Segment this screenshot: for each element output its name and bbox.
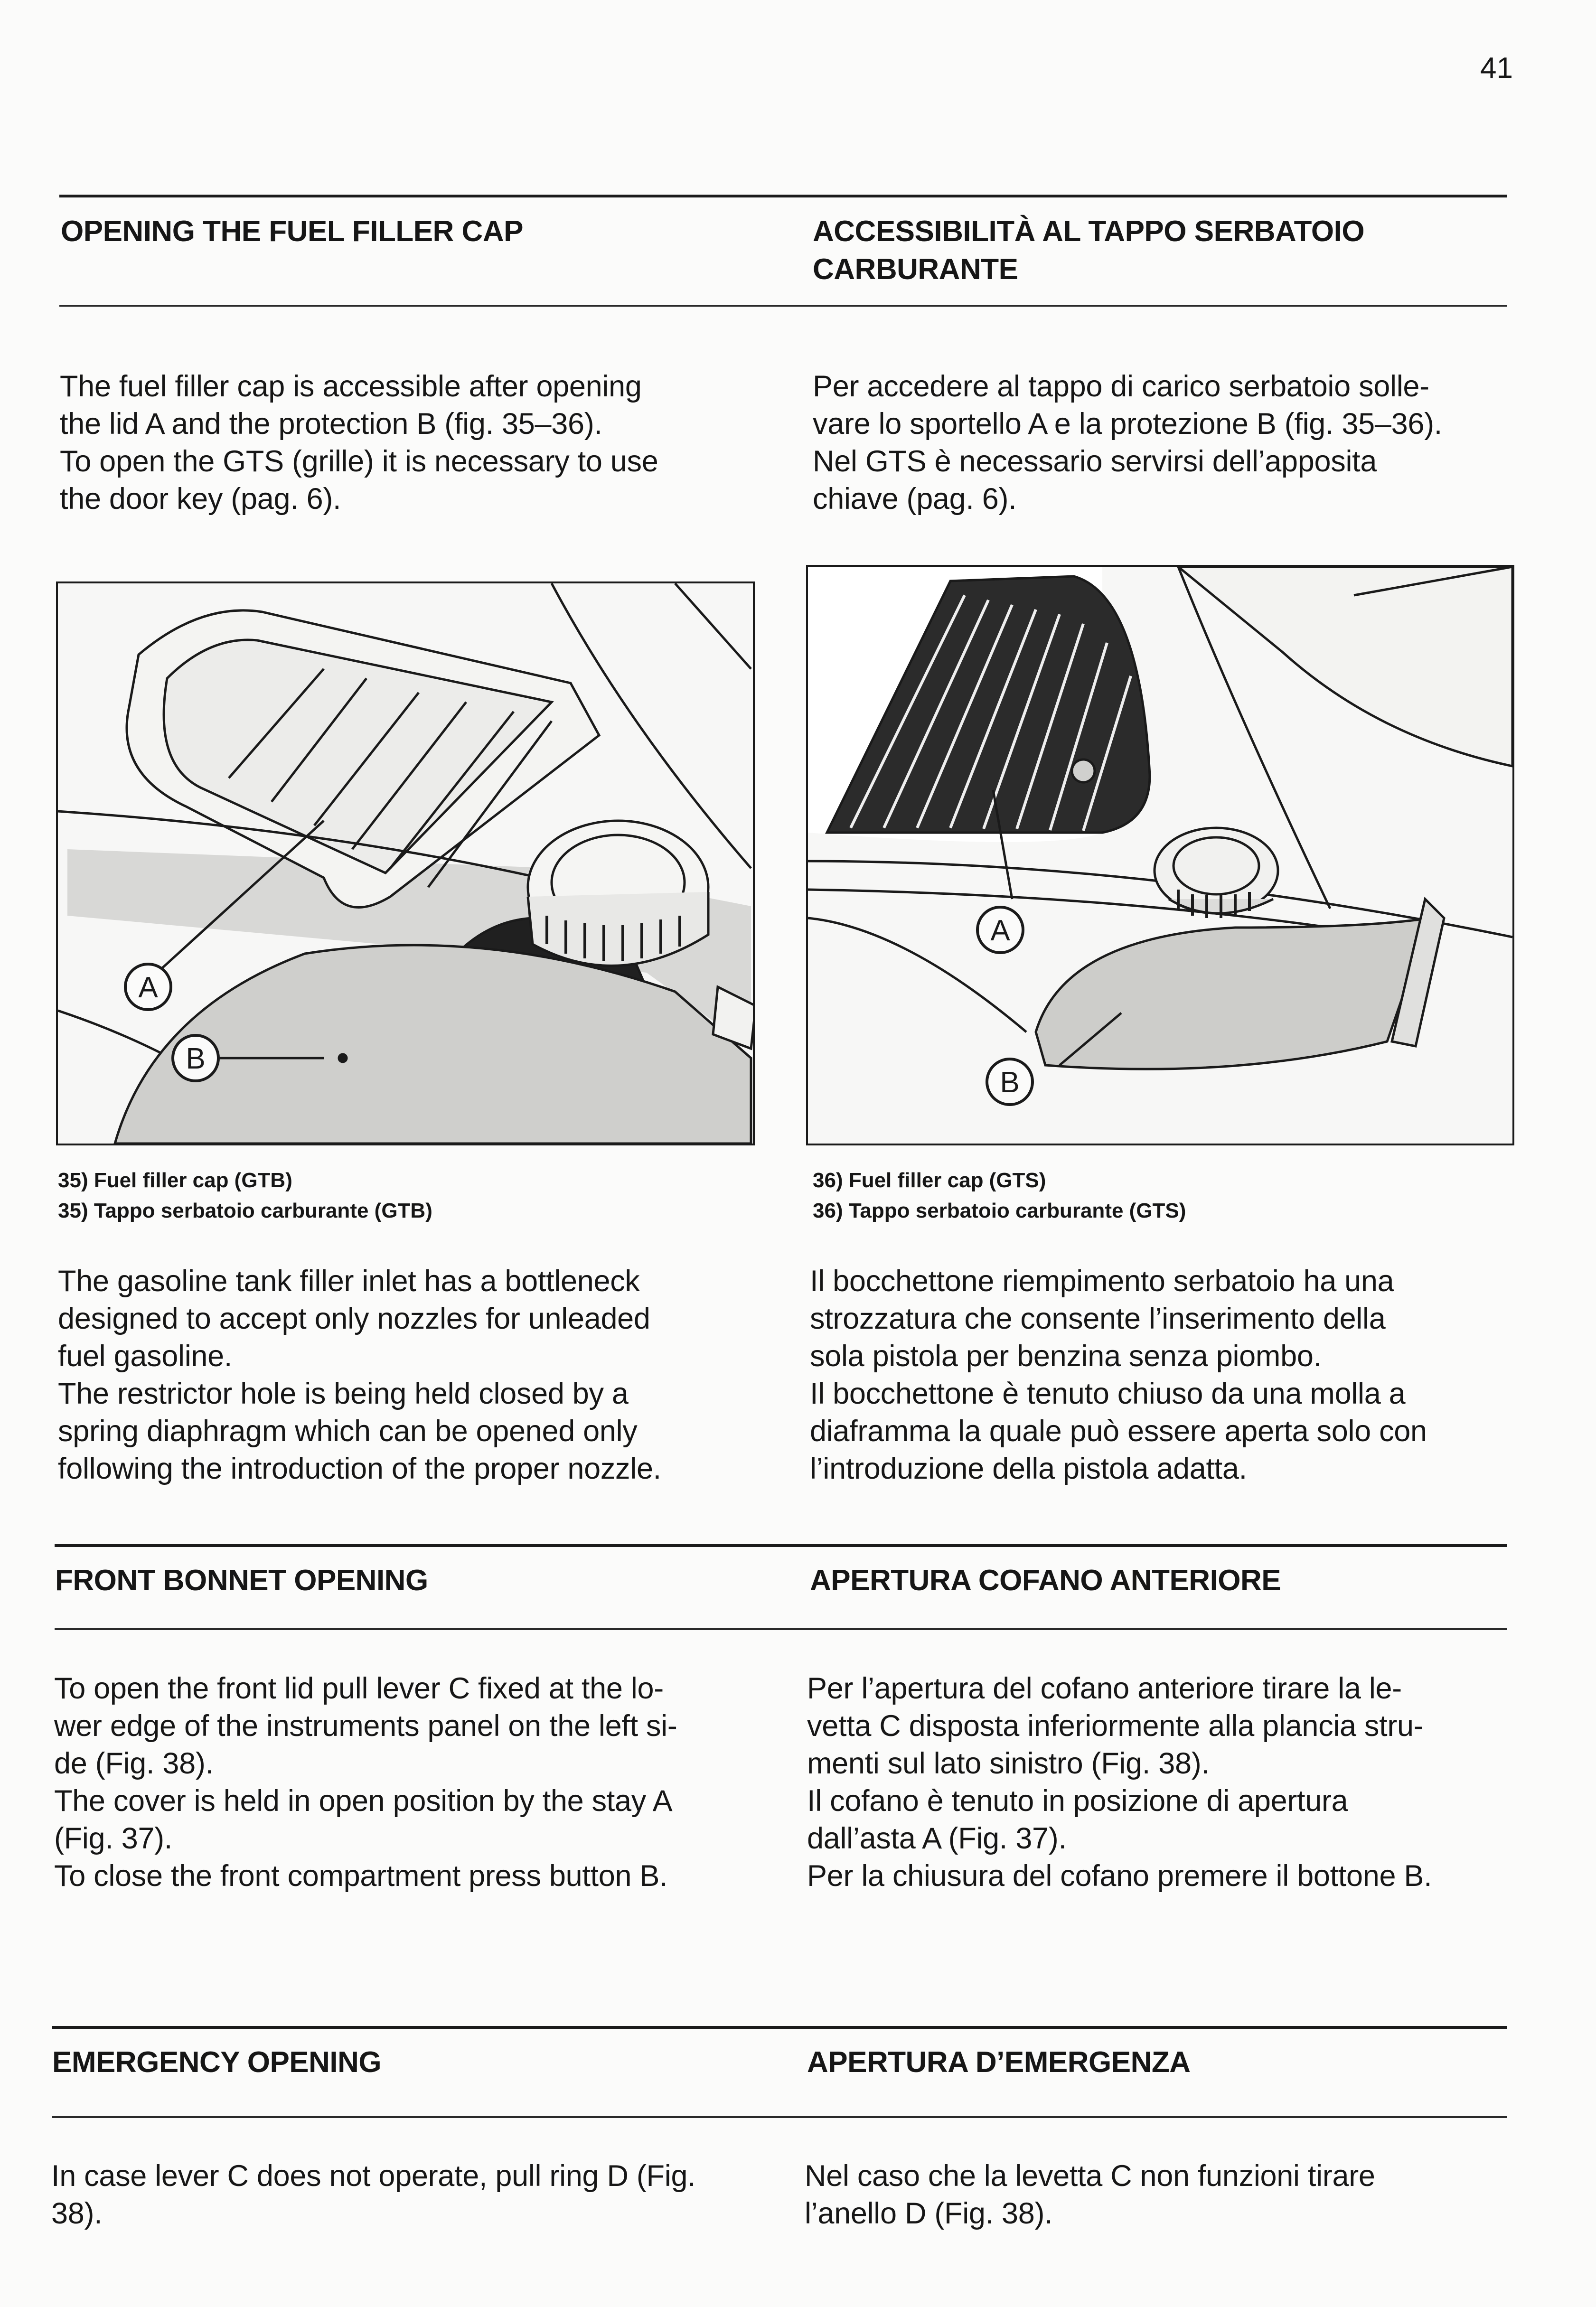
text-line: 38). <box>51 2197 103 2230</box>
fuel-intro-en <box>60 368 781 518</box>
text-line: The restrictor hole is being held closed by a <box>58 1377 629 1410</box>
text-line: strozzatura che consente l’inserimento della <box>810 1302 1386 1335</box>
section-title-it-bonnet: APERTURA COFANO ANTERIORE <box>810 1564 1281 1597</box>
text-line: spring diaphragm which can be opened only <box>58 1415 638 1448</box>
section-rule-bottom <box>59 305 1507 307</box>
text-line: vare lo sportello A e la protezione B (fig. 35–36). <box>813 407 1443 441</box>
figure-36-illustration <box>806 565 1514 1145</box>
text-line: Per la chiusura del cofano premere il bottone B. <box>807 1859 1432 1893</box>
text-line: Il bocchettone riempimento serbatoio ha una <box>810 1265 1394 1298</box>
section-title-en-bonnet: FRONT BONNET OPENING <box>55 1564 428 1597</box>
page-number: 41 <box>1480 52 1513 84</box>
section-title-it-fuel <box>813 213 1364 289</box>
emergency-text-it <box>805 2157 1514 2232</box>
bonnet-text-it <box>807 1670 1514 1895</box>
gasoline-text-en <box>58 1263 779 1488</box>
gasoline-text-it <box>810 1263 1512 1488</box>
text-line: chiave (pag. 6). <box>813 482 1017 516</box>
figure-35-illustration <box>56 581 755 1145</box>
text-line: following the introduction of the proper nozzle. <box>58 1452 661 1485</box>
text-line: l’anello D (Fig. 38). <box>805 2197 1053 2230</box>
section-title-it-emergency: APERTURA D’EMERGENZA <box>807 2046 1191 2079</box>
text-line: Nel GTS è necessario servirsi dell’apposita <box>813 445 1377 478</box>
text-line: diaframma la quale può essere aperta solo con <box>810 1415 1427 1448</box>
emergency-text-en <box>51 2157 782 2232</box>
text-line: The fuel filler cap is accessible after opening <box>60 370 642 403</box>
caption-it: 36) Tappo serbatoio carburante (GTS) <box>813 1199 1186 1222</box>
text-line: l’introduzione della pistola adatta. <box>810 1452 1247 1485</box>
text-line: menti sul lato sinistro (Fig. 38). <box>807 1747 1210 1780</box>
text-line: To open the front lid pull lever C fixed at the lo- <box>54 1672 664 1705</box>
section-title-en-fuel: OPENING THE FUEL FILLER CAP <box>61 215 523 248</box>
figure-36-label-a: A <box>990 914 1010 947</box>
section-rule-top <box>55 1544 1507 1547</box>
figure-35-label-a: A <box>138 971 158 1004</box>
bonnet-text-en <box>54 1670 780 1895</box>
section-title-en-emergency: EMERGENCY OPENING <box>52 2046 382 2079</box>
text-line: fuel gasoline. <box>58 1340 233 1373</box>
text-line: vetta C disposta inferiormente alla plancia stru- <box>807 1709 1424 1743</box>
figure-35-label-b: B <box>186 1042 206 1075</box>
text-line: Il cofano è tenuto in posizione di apertura <box>807 1784 1348 1818</box>
text-line: sola pistola per benzina senza piombo. <box>810 1340 1322 1373</box>
text-line: Per accedere al tappo di carico serbatoio solle- <box>813 370 1429 403</box>
figure-35-caption <box>58 1165 432 1226</box>
text-line: Nel caso che la levetta C non funzioni tirare <box>805 2159 1375 2193</box>
text-line: Per l’apertura del cofano anteriore tirare la le- <box>807 1672 1402 1705</box>
text-line: (Fig. 37). <box>54 1822 173 1855</box>
section-rule-top <box>52 2026 1507 2029</box>
caption-en: 36) Fuel filler cap (GTS) <box>813 1169 1046 1192</box>
text-line: Il bocchettone è tenuto chiuso da una molla a <box>810 1377 1406 1410</box>
text-line: In case lever C does not operate, pull ring D (Fig. <box>51 2159 696 2193</box>
text-line: To close the front compartment press button B. <box>54 1859 668 1893</box>
fuel-intro-it <box>813 368 1515 518</box>
text-line: wer edge of the instruments panel on the left si- <box>54 1709 677 1743</box>
section-rule-top <box>59 195 1507 197</box>
section-rule-bottom <box>55 1628 1507 1630</box>
section-rule-bottom <box>52 2116 1507 2118</box>
text-line: The cover is held in open position by the stay A <box>54 1784 673 1818</box>
caption-it: 35) Tappo serbatoio carburante (GTB) <box>58 1199 432 1222</box>
figure-36-label-b: B <box>1000 1066 1020 1099</box>
text-line: de (Fig. 38). <box>54 1747 214 1780</box>
text-line: designed to accept only nozzles for unleaded <box>58 1302 650 1335</box>
title-line: CARBURANTE <box>813 253 1018 286</box>
text-line: the lid A and the protection B (fig. 35–36). <box>60 407 602 441</box>
title-line: ACCESSIBILITÀ AL TAPPO SERBATOIO <box>813 215 1365 248</box>
text-line: the door key (pag. 6). <box>60 482 341 516</box>
text-line: dall’asta A (Fig. 37). <box>807 1822 1067 1855</box>
text-line: The gasoline tank filler inlet has a bottleneck <box>58 1265 640 1298</box>
figure-36-caption <box>813 1165 1186 1226</box>
text-line: To open the GTS (grille) it is necessary to use <box>60 445 658 478</box>
caption-en: 35) Fuel filler cap (GTB) <box>58 1169 292 1192</box>
